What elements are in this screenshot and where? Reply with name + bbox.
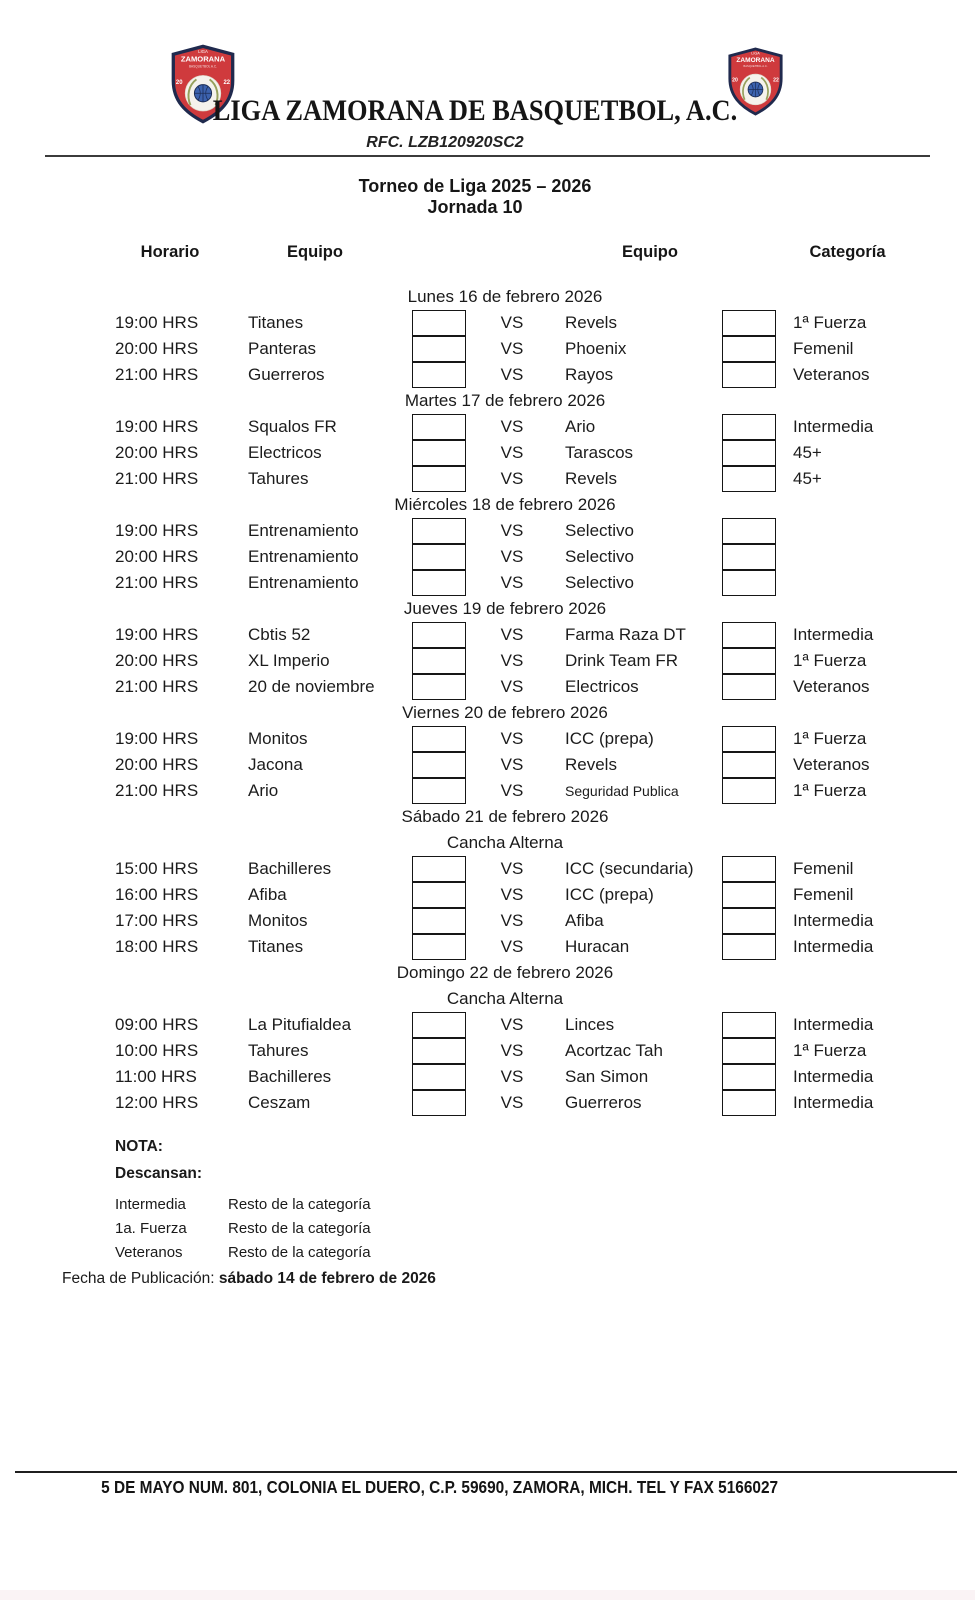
away-team-name: Revels xyxy=(565,469,617,488)
game-category: 45+ xyxy=(793,443,822,462)
crest-year-right: 22 xyxy=(773,77,779,84)
away-team-name: Selectivo xyxy=(565,573,634,592)
away-team-name: Revels xyxy=(565,313,617,332)
away-score-box xyxy=(722,518,776,544)
game-time: 17:00 HRS xyxy=(115,911,199,930)
game-category: 1ª Fuerza xyxy=(793,729,867,748)
away-score-box xyxy=(722,908,776,934)
game-row xyxy=(0,362,975,388)
game-category: Femenil xyxy=(793,339,854,358)
home-score-box xyxy=(412,1012,466,1038)
vs-label: VS xyxy=(500,521,524,540)
away-score-box xyxy=(722,648,776,674)
home-score-box xyxy=(412,1064,466,1090)
home-score-box xyxy=(412,336,466,362)
game-time: 12:00 HRS xyxy=(115,1093,199,1112)
day-header: Viernes 20 de febrero 2026 xyxy=(402,703,608,722)
venue-subheader: Cancha Alterna xyxy=(446,833,564,852)
home-team-name: Tahures xyxy=(248,1041,309,1060)
home-score-box xyxy=(412,648,466,674)
matchday-title: Jornada 10 xyxy=(427,197,523,217)
page-bottom-edge xyxy=(0,1590,975,1600)
away-score-box xyxy=(722,440,776,466)
game-time: 18:00 HRS xyxy=(115,937,199,956)
away-team-name: Afiba xyxy=(565,911,604,930)
game-category: 1ª Fuerza xyxy=(793,1041,867,1060)
game-row xyxy=(0,1090,975,1116)
vs-label: VS xyxy=(500,443,524,462)
away-team-name: Rayos xyxy=(565,365,614,384)
away-team-name: Huracan xyxy=(565,937,630,956)
game-category: 45+ xyxy=(793,469,822,488)
home-team-name: 20 de noviembre xyxy=(248,677,375,696)
home-team-name: Titanes xyxy=(248,937,304,956)
game-time: 11:00 HRS xyxy=(115,1067,197,1086)
day-header: Sábado 21 de febrero 2026 xyxy=(401,807,609,826)
game-row xyxy=(0,518,975,544)
home-score-box xyxy=(412,908,466,934)
publication-date-line xyxy=(62,1270,436,1288)
home-team-name: La Pitufialdea xyxy=(248,1015,352,1034)
rfc-number: RFC. LZB120920SC2 xyxy=(366,134,524,151)
away-team-name: Farma Raza DT xyxy=(565,625,686,644)
home-team-name: Ario xyxy=(248,781,279,800)
league-name: LIGA ZAMORANA DE BASQUETBOL, A.C. xyxy=(212,94,738,127)
game-row xyxy=(0,882,975,908)
note-text: Resto de la categoría xyxy=(228,1244,371,1261)
away-team-name: ICC (secundaria) xyxy=(565,859,694,878)
away-score-box xyxy=(722,856,776,882)
game-row xyxy=(0,648,975,674)
away-team-name: Ario xyxy=(565,417,596,436)
home-team-name: Tahures xyxy=(248,469,309,488)
game-category: Intermedia xyxy=(793,625,874,644)
game-time: 19:00 HRS xyxy=(115,313,199,332)
game-row xyxy=(0,726,975,752)
game-time: 20:00 HRS xyxy=(115,443,199,462)
game-category: Intermedia xyxy=(793,911,874,930)
home-score-box xyxy=(412,362,466,388)
vs-label: VS xyxy=(500,573,524,592)
home-score-box xyxy=(412,1038,466,1064)
home-team-name: Panteras xyxy=(248,339,317,358)
away-score-box xyxy=(722,726,776,752)
game-time: 20:00 HRS xyxy=(115,547,199,566)
publication-date: sábado 14 de febrero de 2026 xyxy=(218,1270,436,1287)
column-header-home-team: Equipo xyxy=(287,243,343,261)
away-score-box xyxy=(722,882,776,908)
note-title: NOTA: xyxy=(115,1138,163,1155)
note-text: Resto de la categoría xyxy=(228,1196,371,1213)
vs-label: VS xyxy=(500,313,524,332)
game-time: 10:00 HRS xyxy=(115,1041,199,1060)
away-score-box xyxy=(722,414,776,440)
vs-label: VS xyxy=(500,1093,524,1112)
game-row xyxy=(0,1038,975,1064)
vs-label: VS xyxy=(500,729,524,748)
away-score-box xyxy=(722,570,776,596)
game-time: 21:00 HRS xyxy=(115,365,199,384)
game-time: 21:00 HRS xyxy=(115,469,199,488)
vs-label: VS xyxy=(500,1015,524,1034)
game-category: Veteranos xyxy=(793,365,870,384)
game-row xyxy=(0,674,975,700)
vs-label: VS xyxy=(500,911,524,930)
away-team-name: Seguridad Publica xyxy=(565,783,679,799)
home-team-name: Cbtis 52 xyxy=(248,625,311,644)
day-header: Martes 17 de febrero 2026 xyxy=(404,391,606,410)
vs-label: VS xyxy=(500,365,524,384)
note-row xyxy=(115,1193,371,1217)
game-row xyxy=(0,1064,975,1090)
game-row xyxy=(0,934,975,960)
home-team-name: Titanes xyxy=(248,313,304,332)
away-team-name: Selectivo xyxy=(565,547,634,566)
home-score-box xyxy=(412,856,466,882)
home-score-box xyxy=(412,622,466,648)
away-score-box xyxy=(722,544,776,570)
venue-subheader: Cancha Alterna xyxy=(446,989,564,1008)
note-category: Intermedia xyxy=(115,1196,186,1213)
game-category: 1ª Fuerza xyxy=(793,651,867,670)
vs-label: VS xyxy=(500,651,524,670)
game-row xyxy=(0,752,975,778)
home-team-name: Guerreros xyxy=(248,365,325,384)
home-team-name: Electricos xyxy=(248,443,322,462)
home-score-box xyxy=(412,310,466,336)
away-team-name: Acortzac Tah xyxy=(565,1041,663,1060)
away-team-name: San Simon xyxy=(565,1067,649,1086)
away-score-box xyxy=(722,362,776,388)
game-row xyxy=(0,544,975,570)
vs-label: VS xyxy=(500,469,524,488)
home-score-box xyxy=(412,752,466,778)
day-header: Domingo 22 de febrero 2026 xyxy=(396,963,614,982)
note-category: 1a. Fuerza xyxy=(115,1220,187,1237)
home-team-name: XL Imperio xyxy=(248,651,330,670)
tournament-title: Torneo de Liga 2025 – 2026 xyxy=(358,176,592,196)
note-block xyxy=(115,1138,371,1265)
vs-label: VS xyxy=(500,1067,524,1086)
day-header: Lunes 16 de febrero 2026 xyxy=(407,287,603,306)
note-row xyxy=(115,1241,371,1265)
away-team-name: Guerreros xyxy=(565,1093,642,1112)
home-team-name: Bachilleres xyxy=(248,1067,332,1086)
footer-address: 5 DE MAYO NUM. 801, COLONIA EL DUERO, C.P. 59690, ZAMORA, MICH. TEL Y FAX 5166027 xyxy=(101,1477,779,1497)
home-score-box xyxy=(412,414,466,440)
game-time: 21:00 HRS xyxy=(115,677,199,696)
vs-label: VS xyxy=(500,1041,524,1060)
game-category: Intermedia xyxy=(793,417,874,436)
home-score-box xyxy=(412,1090,466,1116)
game-time: 21:00 HRS xyxy=(115,573,199,592)
away-team-name: Electricos xyxy=(565,677,639,696)
away-score-box xyxy=(722,674,776,700)
game-category: Femenil xyxy=(793,885,854,904)
footer-divider xyxy=(15,1471,957,1473)
away-score-box xyxy=(722,752,776,778)
crest-name-label: ZAMORANA xyxy=(736,57,775,65)
game-row xyxy=(0,414,975,440)
away-team-name: Phoenix xyxy=(565,339,627,358)
away-score-box xyxy=(722,1038,776,1064)
away-team-name: Selectivo xyxy=(565,521,634,540)
note-rows xyxy=(115,1193,371,1265)
game-time: 20:00 HRS xyxy=(115,755,199,774)
publication-label: Fecha de Publicación: xyxy=(62,1270,219,1287)
game-time: 16:00 HRS xyxy=(115,885,199,904)
note-subtitle: Descansan: xyxy=(115,1165,203,1182)
game-row xyxy=(0,622,975,648)
away-score-box xyxy=(722,466,776,492)
vs-label: VS xyxy=(500,937,524,956)
game-row xyxy=(0,310,975,336)
home-team-name: Monitos xyxy=(248,911,308,930)
crest-top-label: LIGA xyxy=(198,48,208,54)
away-score-box xyxy=(722,1090,776,1116)
game-row xyxy=(0,336,975,362)
game-category: Intermedia xyxy=(793,1015,874,1034)
crest-year-right: 22 xyxy=(223,80,231,86)
game-category: 1ª Fuerza xyxy=(793,781,867,800)
home-team-name: Entrenamiento xyxy=(248,521,359,540)
crest-top-label: LIGA xyxy=(751,51,760,56)
away-team-name: Linces xyxy=(565,1015,615,1034)
away-score-box xyxy=(722,310,776,336)
crest-year-left: 20 xyxy=(732,77,738,84)
footer-address-container xyxy=(0,1477,880,1498)
away-score-box xyxy=(722,778,776,804)
note-text: Resto de la categoría xyxy=(228,1220,371,1237)
game-category: Intermedia xyxy=(793,1093,874,1112)
vs-label: VS xyxy=(500,677,524,696)
vs-label: VS xyxy=(500,859,524,878)
game-category: Intermedia xyxy=(793,1067,874,1086)
home-score-box xyxy=(412,466,466,492)
day-header: Jueves 19 de febrero 2026 xyxy=(403,599,607,618)
game-category: Veteranos xyxy=(793,677,870,696)
home-team-name: Afiba xyxy=(248,885,287,904)
home-score-box xyxy=(412,518,466,544)
vs-label: VS xyxy=(500,755,524,774)
game-row xyxy=(0,570,975,596)
vs-label: VS xyxy=(500,339,524,358)
away-team-name: ICC (prepa) xyxy=(565,729,654,748)
column-header-time: Horario xyxy=(140,243,200,261)
crest-name-label: ZAMORANA xyxy=(180,54,226,64)
game-category: Femenil xyxy=(793,859,854,878)
schedule-table xyxy=(0,284,975,1116)
home-score-box xyxy=(412,544,466,570)
column-header-away-team: Equipo xyxy=(622,243,678,261)
away-score-box xyxy=(722,1012,776,1038)
game-time: 19:00 HRS xyxy=(115,417,199,436)
header-divider xyxy=(45,155,930,157)
game-category: Intermedia xyxy=(793,937,874,956)
away-score-box xyxy=(722,1064,776,1090)
game-time: 15:00 HRS xyxy=(115,859,199,878)
home-team-name: Jacona xyxy=(248,755,303,774)
game-time: 09:00 HRS xyxy=(115,1015,199,1034)
column-header-category: Categoría xyxy=(809,243,886,261)
home-score-box xyxy=(412,570,466,596)
home-score-box xyxy=(412,778,466,804)
game-row xyxy=(0,466,975,492)
game-category: 1ª Fuerza xyxy=(793,313,867,332)
home-team-name: Monitos xyxy=(248,729,308,748)
home-score-box xyxy=(412,934,466,960)
vs-label: VS xyxy=(500,781,524,800)
game-time: 20:00 HRS xyxy=(115,339,199,358)
game-time: 20:00 HRS xyxy=(115,651,199,670)
away-team-name: Revels xyxy=(565,755,617,774)
document-title xyxy=(0,176,950,218)
vs-label: VS xyxy=(500,885,524,904)
home-team-name: Squalos FR xyxy=(248,417,337,436)
away-team-name: Tarascos xyxy=(565,443,634,462)
away-score-box xyxy=(722,336,776,362)
day-header: Miércoles 18 de febrero 2026 xyxy=(394,495,616,514)
game-time: 19:00 HRS xyxy=(115,625,199,644)
game-time: 19:00 HRS xyxy=(115,521,199,540)
game-time: 21:00 HRS xyxy=(115,781,199,800)
away-score-box xyxy=(722,622,776,648)
game-row xyxy=(0,440,975,466)
home-team-name: Bachilleres xyxy=(248,859,332,878)
home-team-name: Ceszam xyxy=(248,1093,311,1112)
note-row xyxy=(115,1217,371,1241)
game-row xyxy=(0,778,975,804)
crest-sub-label: BASQUETBOL A.C. xyxy=(743,65,768,69)
note-category: Veteranos xyxy=(115,1244,183,1261)
crest-sub-label: BASQUETBOL A.C. xyxy=(188,64,218,69)
away-team-name: ICC (prepa) xyxy=(565,885,654,904)
game-row xyxy=(0,1012,975,1038)
home-score-box xyxy=(412,440,466,466)
vs-label: VS xyxy=(500,625,524,644)
home-team-name: Entrenamiento xyxy=(248,547,359,566)
crest-year-left: 20 xyxy=(175,80,183,86)
home-score-box xyxy=(412,882,466,908)
home-score-box xyxy=(412,674,466,700)
home-team-name: Entrenamiento xyxy=(248,573,359,592)
game-row xyxy=(0,856,975,882)
home-score-box xyxy=(412,726,466,752)
game-category: Veteranos xyxy=(793,755,870,774)
game-row xyxy=(0,908,975,934)
away-team-name: Drink Team FR xyxy=(565,651,679,670)
game-time: 19:00 HRS xyxy=(115,729,199,748)
vs-label: VS xyxy=(500,547,524,566)
away-score-box xyxy=(722,934,776,960)
vs-label: VS xyxy=(500,417,524,436)
